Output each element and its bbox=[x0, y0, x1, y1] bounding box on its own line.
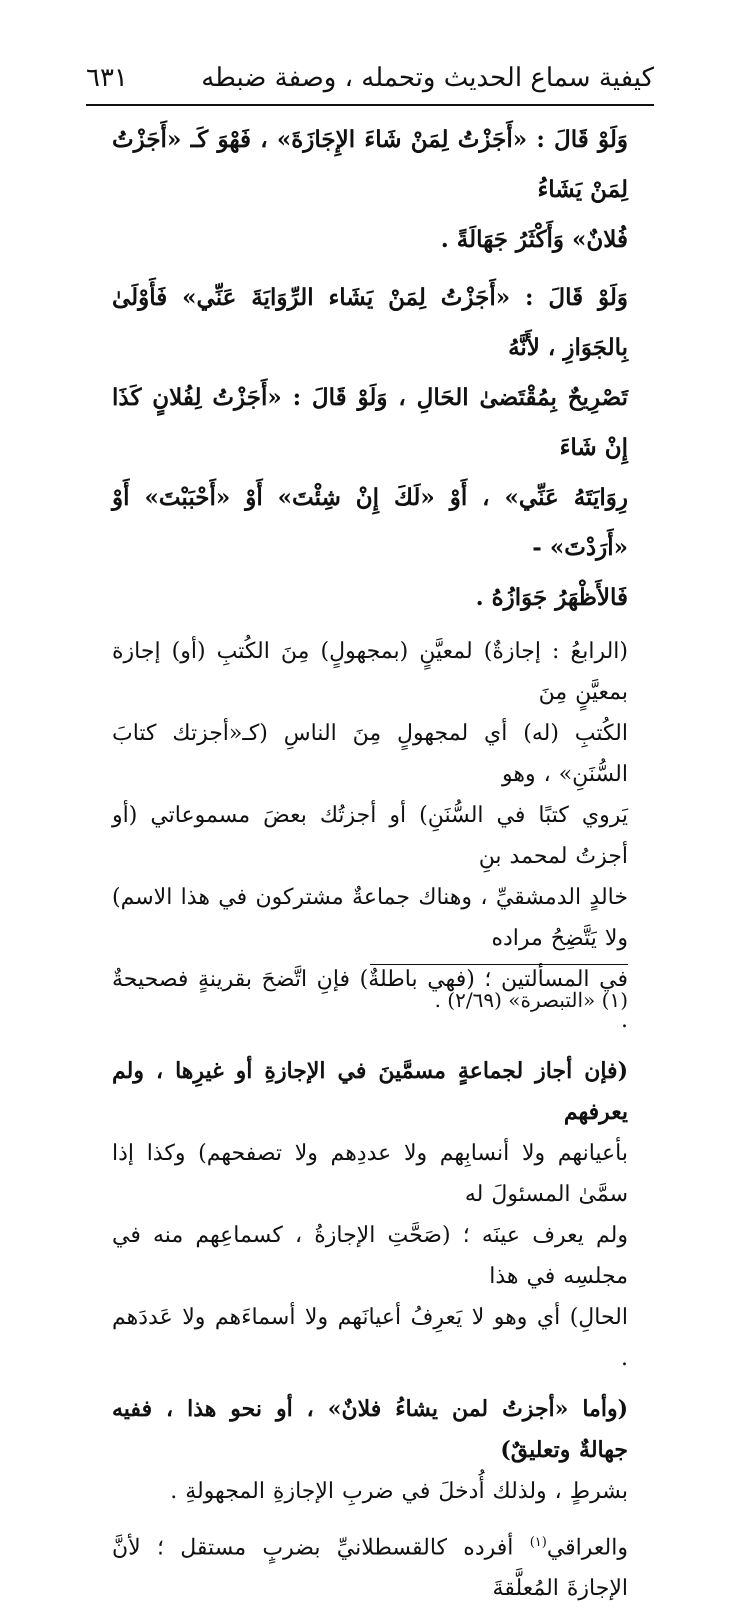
text-line: بشرطٍ ، ولذلك أُدخلَ في ضربِ الإجازةِ المجهولةِ . bbox=[170, 1479, 628, 1504]
text-segment: والعراقي bbox=[546, 1535, 628, 1561]
text-line: (وأما «أجزتُ لمن يشاءُ فلانٌ» ، أو نحو هذا ، ففيه جهالةٌ وتعليقٌ) bbox=[112, 1396, 628, 1463]
text-line bbox=[112, 1522, 628, 1609]
page-number: ٦٣١ bbox=[86, 63, 128, 93]
verse-block-1 bbox=[112, 115, 628, 265]
text-line: الكُتبِ (له) أي لمجهولٍ مِنَ الناسِ (كـ«أجزتك كتابَ السُّنَنِ» ، وهو bbox=[112, 721, 628, 787]
page-body bbox=[112, 115, 628, 1619]
verse-line: فُلانٌ» وَأَكْثَرُ جَهَالَةً . bbox=[440, 226, 628, 253]
footnote-reference[interactable]: (١) bbox=[529, 1535, 547, 1550]
text-line: (فإن أجاز لجماعةٍ مسمَّينَ في الإجازةِ أو غيرِها ، ولم يعرفهم bbox=[112, 1058, 628, 1125]
paragraph-fourth-type bbox=[112, 631, 628, 1041]
text-line: (الرابعُ : إجازةٌ) لمعيَّنٍ (بمجهولٍ) مِنَ الكُتبِ (أو) إجازة بمعيَّنٍ مِنَ bbox=[112, 639, 628, 705]
header-rule bbox=[86, 104, 654, 106]
text-line: ولم يعرف عينَه ؛ (صَحَّتِ الإجازةُ ، كسماعِهم منه في مجلسِه في هذا bbox=[112, 1223, 629, 1289]
paragraph-group-permission bbox=[112, 1051, 628, 1379]
verse-line: رِوَايَتَهُ عَنِّي» ، أَوْ «لَكَ إِنْ شِئْتَ» أَوْ «أَحْبَبْتَ» أَوْ «أَرَدْتَ» - bbox=[112, 484, 628, 561]
verse-line: تَصْرِيحٌ بِمُقْتَضىٰ الحَالِ ، وَلَوْ قَالَ : «أَجَزْتُ لِفُلانٍ كَذَا إِنْ شَاءَ bbox=[112, 384, 628, 461]
running-title: كيفية سماع الحديث وتحمله ، وصفة ضبطه bbox=[201, 63, 654, 93]
text-line: يَروي كتبًا في السُّنَنِ) أو أجزتُك بعضَ مسموعاتي (أو أجزتُ لمحمد بنِ bbox=[112, 803, 628, 869]
text-line: الحالِ) أي وهو لا يَعرِفُ أعيانَهم ولا أسماءَهم ولا عَددَهم . bbox=[112, 1305, 628, 1371]
paragraph-iraqi bbox=[112, 1522, 628, 1609]
text-line: في المسألتين ؛ (فهي باطلةٌ) فإنِ اتَّضحَ بقرينةٍ فصحيحةٌ . bbox=[112, 967, 628, 1033]
text-line: خالدٍ الدمشقيِّ ، وهناك جماعةٌ مشتركون في هذا الاسم) ولا يَتَّضِحُ مراده bbox=[112, 885, 628, 951]
verse-line: وَلَوْ قَالَ : «أَجَزْتُ لِمَنْ شَاءَ الإِجَازَةَ» ، فَهْوَ كَـ «أَجَزْتُ لِمَنْ يَشَاءُ bbox=[112, 126, 628, 203]
text-segment: أفرده كالقسطلانيِّ بضربٍ مستقل ؛ لأنَّ الإجازةَ المُعلَّقةَ bbox=[112, 1535, 628, 1602]
footnote-rule bbox=[370, 964, 628, 965]
verse-line: وَلَوْ قَالَ : «أَجَزْتُ لِمَنْ يَشَاء الرِّوَايَةَ عَنِّي» فَأَوْلَىٰ بِالجَوَازِ ، لأَنَّهُ bbox=[112, 284, 628, 361]
paragraph-conditional-permission bbox=[112, 1389, 628, 1512]
verse-block-2 bbox=[112, 273, 628, 623]
running-header bbox=[86, 54, 654, 98]
verse-line: فَالأَظْهَرُ جَوَازُهُ . bbox=[475, 584, 628, 611]
text-line: بأعيانهم ولا أنسابِهم ولا عددِهم ولا تصفحهم) وكذا إذا سمَّىٰ المسئولَ له bbox=[112, 1141, 628, 1207]
footnote: (١) «التبصرة» (٢/٦٩) . bbox=[434, 988, 628, 1012]
